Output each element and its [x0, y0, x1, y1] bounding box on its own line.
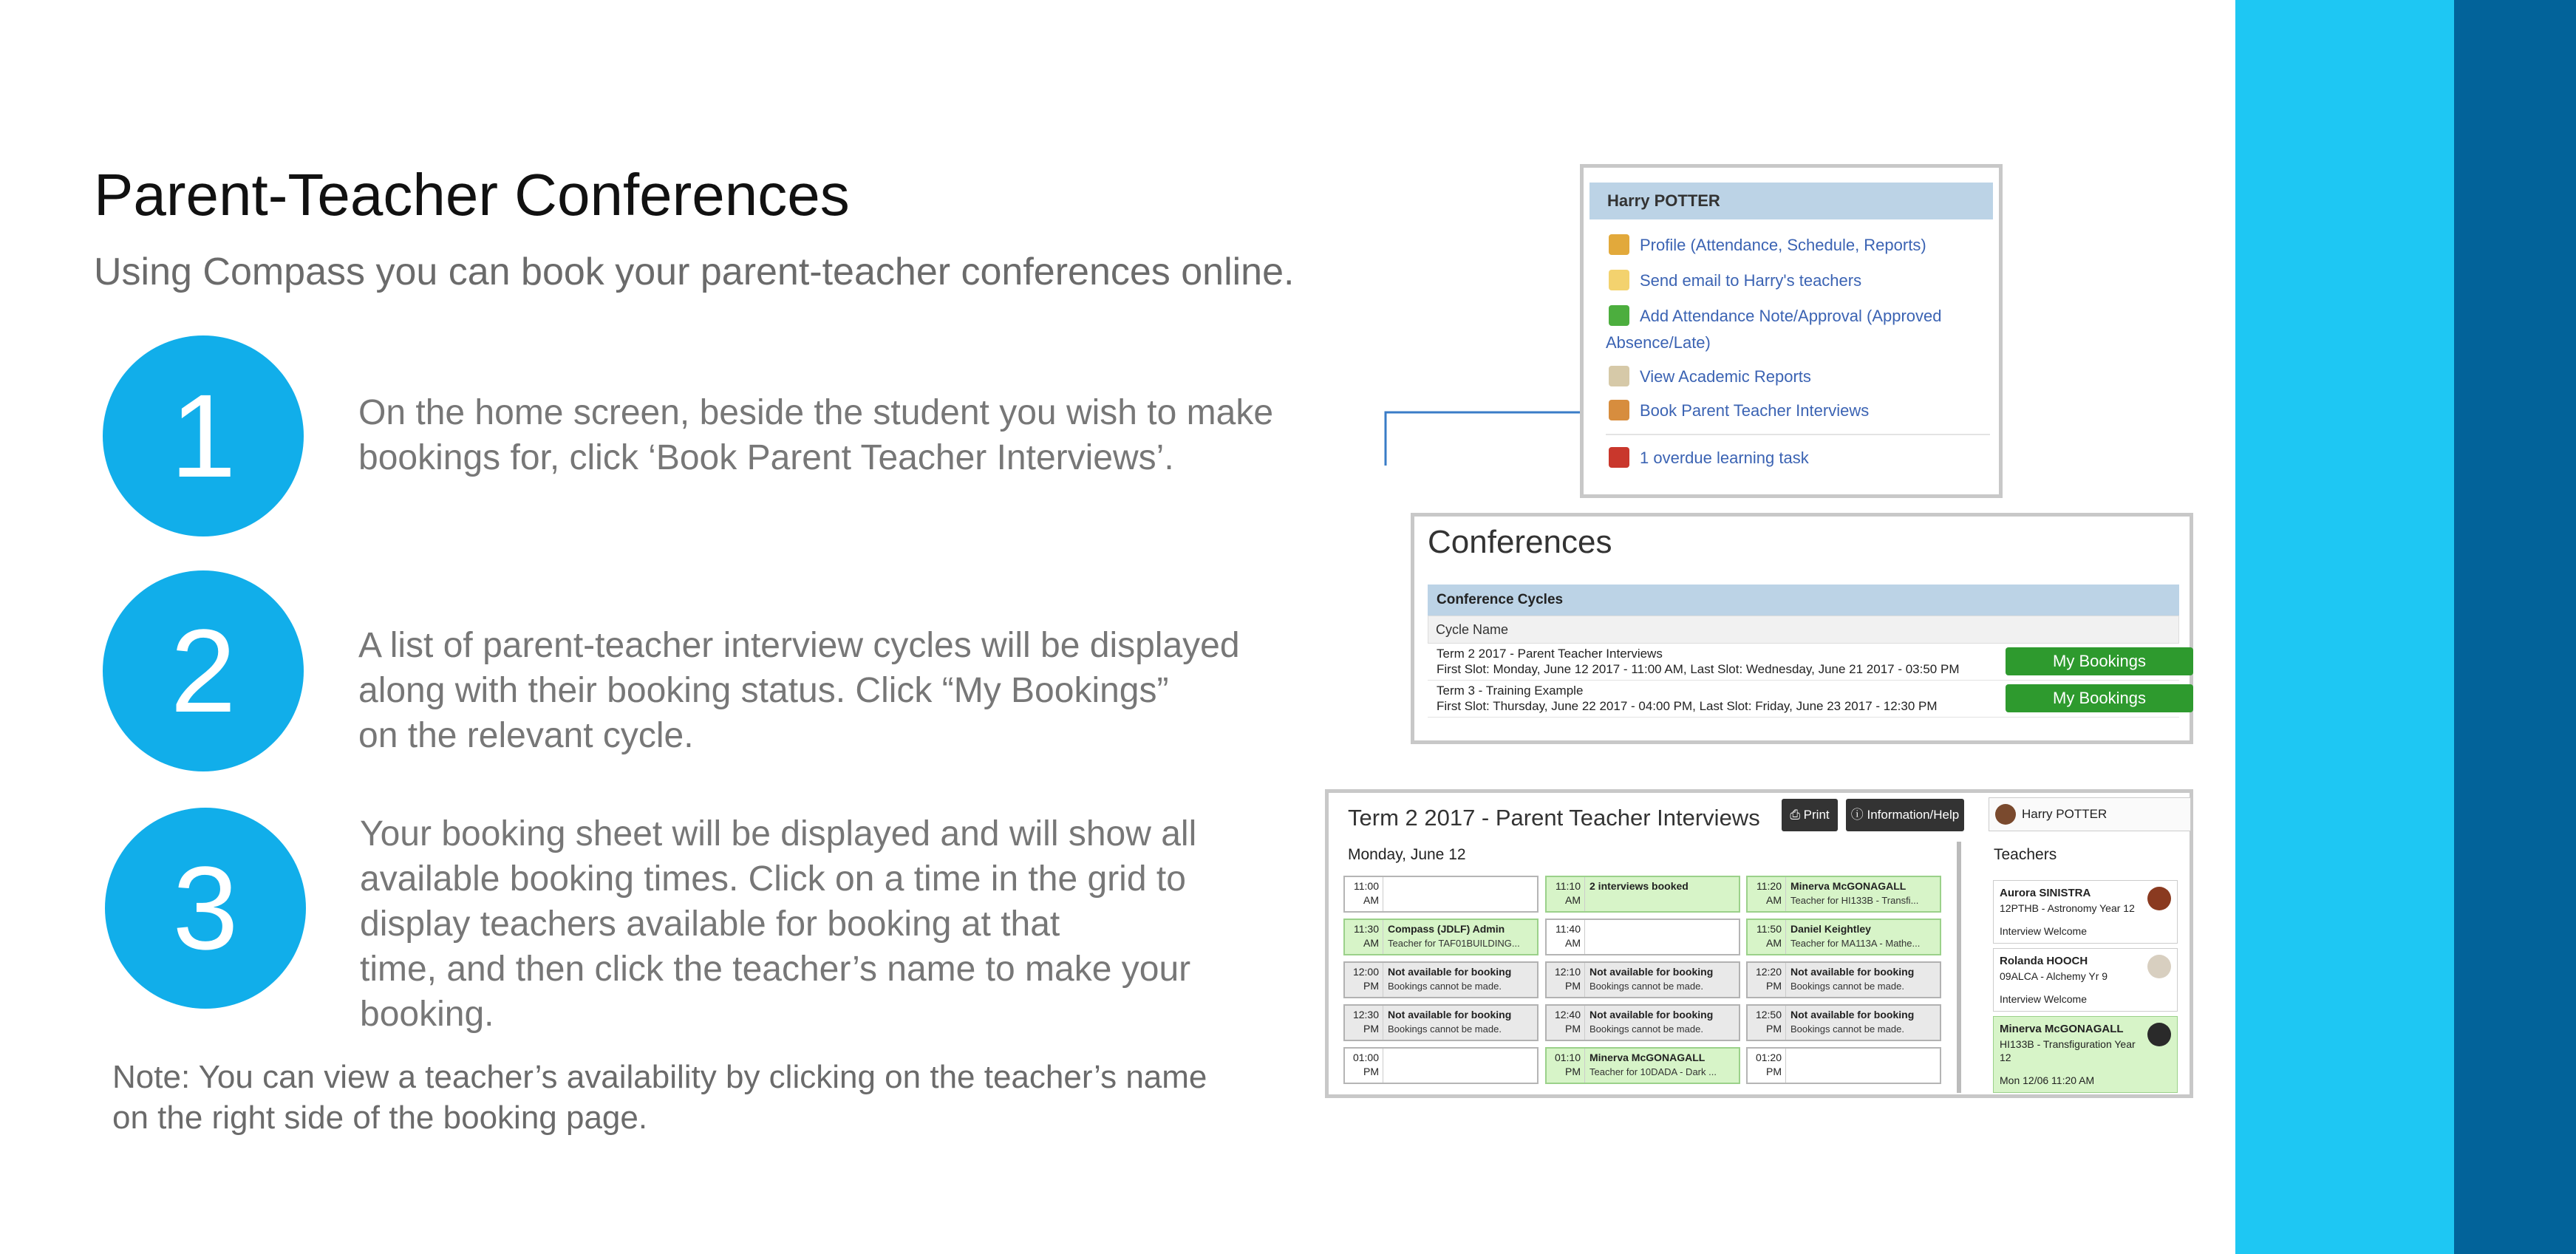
teacher-subject: 12PTHB - Astronomy Year 12 — [2000, 902, 2135, 914]
user-box[interactable] — [1989, 797, 2191, 831]
people-icon — [1609, 400, 1629, 420]
page-title: Parent-Teacher Conferences — [94, 162, 850, 228]
cycle-row — [1428, 681, 2179, 718]
decorative-stripe-light — [2235, 0, 2454, 1254]
time-slot-cell[interactable] — [1746, 876, 1941, 913]
time-slot-cell[interactable] — [1343, 961, 1539, 998]
user-name: Harry POTTER — [2022, 807, 2108, 821]
step-3-text — [360, 811, 1196, 1037]
conferences-title: Conferences — [1428, 524, 1612, 560]
slot-title: Daniel Keightley — [1790, 923, 1871, 935]
slot-detail: Teacher for 10DADA - Dark ... — [1589, 1066, 1717, 1077]
profile-link[interactable]: Profile (Attendance, Schedule, Reports) — [1640, 236, 1926, 254]
time-slot-cell[interactable] — [1545, 919, 1740, 955]
time-slot-cell[interactable] — [1746, 1047, 1941, 1084]
teacher-status: Interview Welcome — [2000, 925, 2088, 937]
step-3-line: time, and then click the teacher’s name to make your — [360, 950, 1191, 989]
cycle-name-column-header: Cycle Name — [1428, 616, 2179, 644]
time-slot-cell[interactable] — [1343, 919, 1539, 955]
booking-sheet-screenshot — [1325, 789, 2193, 1098]
time-slot-cell[interactable] — [1746, 961, 1941, 998]
teacher-subject: HI133B - Transfiguration Year 12 — [2000, 1038, 2136, 1063]
slot-detail: Teacher for MA113A - Mathe... — [1790, 938, 1921, 949]
booking-sheet-title: Term 2 2017 - Parent Teacher Interviews — [1348, 805, 1760, 831]
slot-time: 01:00 PM — [1345, 1049, 1383, 1083]
slot-time: 12:50 PM — [1748, 1006, 1786, 1040]
report-icon — [1609, 366, 1629, 386]
overdue-task-link[interactable]: 1 overdue learning task — [1640, 449, 1809, 467]
time-slot-cell[interactable] — [1545, 961, 1740, 998]
step-2-number: 2 — [170, 604, 236, 737]
slot-title: Minerva McGONAGALL — [1790, 880, 1907, 892]
note-text — [112, 1057, 1207, 1138]
slot-title: Not available for booking — [1388, 1009, 1512, 1020]
slot-time: 12:30 PM — [1345, 1006, 1383, 1040]
step-2-line: on the relevant cycle. — [358, 716, 694, 755]
cycle-row — [1428, 644, 2179, 681]
slot-time: 11:20 AM — [1748, 877, 1786, 911]
my-bookings-button[interactable]: My Bookings — [2006, 647, 2193, 675]
information-help-label: Information/Help — [1867, 808, 1960, 822]
decorative-stripe-dark — [2454, 0, 2576, 1254]
student-name-header: Harry POTTER — [1589, 183, 1993, 219]
slot-time: 12:10 PM — [1547, 963, 1585, 997]
scrollbar[interactable] — [1957, 842, 1961, 1093]
time-slot-cell[interactable] — [1343, 1047, 1539, 1084]
slot-time: 11:30 AM — [1345, 920, 1383, 954]
print-icon: ⎙ — [1790, 808, 1804, 822]
attendance-note-link-cont[interactable]: Absence/Late) — [1606, 333, 1711, 352]
step-2-line: A list of parent-teacher interview cycles will be displayed — [358, 626, 1240, 665]
step-1-circle — [103, 335, 304, 536]
envelope-icon — [1609, 270, 1629, 290]
my-bookings-button[interactable]: My Bookings — [2006, 684, 2193, 712]
slot-detail: Teacher for TAF01BUILDING... — [1388, 938, 1520, 949]
step-2-circle — [103, 570, 304, 771]
conference-cycles-bar: Conference Cycles — [1428, 585, 2179, 616]
slot-time: 11:40 AM — [1547, 920, 1585, 954]
slot-detail: Bookings cannot be made. — [1388, 1023, 1502, 1035]
divider — [1606, 434, 1990, 435]
slot-title: Not available for booking — [1790, 966, 1915, 978]
teacher-status: Interview Welcome — [2000, 993, 2088, 1005]
connector-line — [1382, 399, 1596, 470]
time-slot-cell[interactable] — [1746, 1004, 1941, 1041]
slot-time: 11:10 AM — [1547, 877, 1585, 911]
attendance-note-link[interactable]: Add Attendance Note/Approval (Approved — [1640, 307, 1942, 325]
info-icon: ⓘ — [1850, 808, 1867, 822]
book-interviews-link[interactable]: Book Parent Teacher Interviews — [1640, 401, 1870, 420]
cycle-slots: First Slot: Thursday, June 22 2017 - 04:00 PM, Last Slot: Friday, June 23 2017 - 12:30 PM — [1437, 699, 1938, 713]
step-2-line: along with their booking status. Click “My Bookings” — [358, 671, 1169, 710]
cycle-name: Term 2 2017 - Parent Teacher Interviews — [1437, 647, 1663, 661]
teacher-photo — [2147, 887, 2171, 910]
step-1-line: On the home screen, beside the student you wish to make — [358, 393, 1274, 432]
teacher-name[interactable]: Minerva McGONAGALL — [2000, 1023, 2124, 1035]
time-slot-cell[interactable] — [1343, 876, 1539, 913]
step-2-text — [358, 623, 1240, 758]
note-line: on the right side of the booking page. — [112, 1100, 648, 1136]
slot-detail: Bookings cannot be made. — [1790, 981, 1904, 992]
slot-time: 11:00 AM — [1345, 877, 1383, 911]
teachers-heading: Teachers — [1994, 846, 2057, 863]
booking-date: Monday, June 12 — [1348, 846, 1466, 863]
plus-icon — [1609, 305, 1629, 326]
avatar — [1995, 804, 2016, 825]
step-3-line: display teachers available for booking at that — [360, 904, 1060, 944]
cycle-name: Term 3 - Training Example — [1437, 684, 1584, 698]
information-help-button[interactable] — [1846, 799, 1964, 831]
time-slot-cell[interactable] — [1545, 1004, 1740, 1041]
step-3-line: available booking times. Click on a time in the grid to — [360, 859, 1186, 899]
teacher-card[interactable] — [1993, 880, 2178, 944]
slot-detail: Bookings cannot be made. — [1790, 1023, 1904, 1035]
step-1-line: bookings for, click ‘Book Parent Teacher Interviews’. — [358, 438, 1174, 477]
teacher-card[interactable] — [1993, 948, 2178, 1012]
academic-reports-link[interactable]: View Academic Reports — [1640, 367, 1811, 386]
step-3-number: 3 — [172, 842, 239, 974]
slot-time: 12:20 PM — [1748, 963, 1786, 997]
slot-title: Not available for booking — [1790, 1009, 1915, 1020]
note-line: Note: You can view a teacher’s availability by clicking on the teacher’s name — [112, 1059, 1207, 1095]
slot-detail: Bookings cannot be made. — [1589, 1023, 1703, 1035]
teacher-name[interactable]: Aurora SINISTRA — [2000, 887, 2091, 899]
teacher-status: Mon 12/06 11:20 AM — [2000, 1074, 2095, 1086]
teacher-subject: 09ALCA - Alchemy Yr 9 — [2000, 970, 2108, 982]
slot-title: Compass (JDLF) Admin — [1388, 923, 1505, 935]
slot-detail: Bookings cannot be made. — [1589, 981, 1703, 992]
time-slot-cell[interactable] — [1545, 1047, 1740, 1084]
teacher-card[interactable] — [1993, 1016, 2178, 1093]
step-3-line: Your booking sheet will be displayed and will show all — [360, 814, 1197, 853]
slot-time: 01:10 PM — [1547, 1049, 1585, 1083]
slot-time: 12:00 PM — [1345, 963, 1383, 997]
slot-time: 11:50 AM — [1748, 920, 1786, 954]
person-icon — [1609, 234, 1629, 255]
slot-detail: Bookings cannot be made. — [1388, 981, 1502, 992]
conferences-panel-screenshot — [1411, 513, 2193, 744]
step-1-text — [358, 390, 1273, 480]
send-email-link[interactable]: Send email to Harry's teachers — [1640, 271, 1862, 290]
step-3-circle — [105, 808, 306, 1009]
slot-title: Not available for booking — [1589, 966, 1714, 978]
task-icon — [1609, 447, 1629, 468]
slot-title: Not available for booking — [1589, 1009, 1714, 1020]
teacher-photo — [2147, 955, 2171, 978]
step-3-line: booking. — [360, 995, 494, 1034]
student-panel-screenshot — [1580, 164, 2003, 498]
teacher-name[interactable]: Rolanda HOOCH — [2000, 955, 2088, 967]
teacher-photo — [2147, 1023, 2171, 1046]
slot-detail: Teacher for HI133B - Transfi... — [1790, 895, 1919, 906]
time-slot-cell[interactable] — [1545, 876, 1740, 913]
slot-title: Not available for booking — [1388, 966, 1512, 978]
slot-title: 2 interviews booked — [1589, 880, 1689, 892]
cycle-slots: First Slot: Monday, June 12 2017 - 11:00 AM, Last Slot: Wednesday, June 21 2017 - 03:50 PM — [1437, 662, 1960, 676]
time-slot-cell[interactable] — [1746, 919, 1941, 955]
step-1-number: 1 — [170, 369, 236, 502]
slot-title: Minerva McGONAGALL — [1589, 1052, 1706, 1063]
time-slot-cell[interactable] — [1343, 1004, 1539, 1041]
print-button[interactable] — [1782, 799, 1838, 831]
print-label: Print — [1803, 808, 1830, 822]
slot-time: 01:20 PM — [1748, 1049, 1786, 1083]
page-subtitle: Using Compass you can book your parent-teacher conferences online. — [94, 251, 1295, 293]
slot-time: 12:40 PM — [1547, 1006, 1585, 1040]
